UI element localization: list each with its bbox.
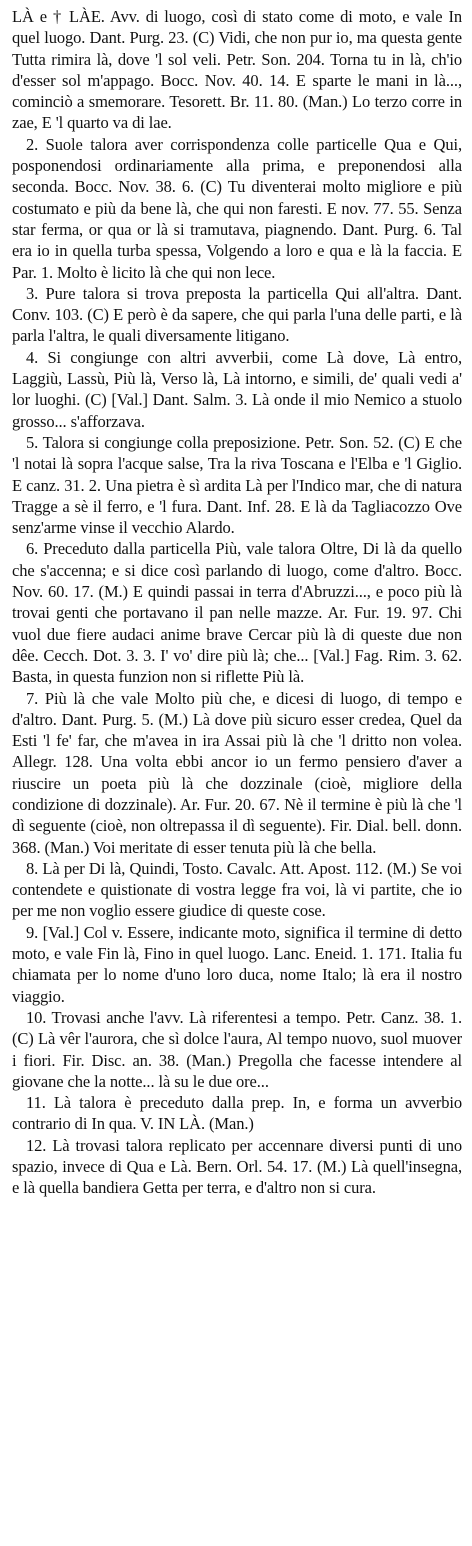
sense-2-paragraph: 2. Suole talora aver corrispondenza colle particelle Qua e Qui, posponendosi ordinariamente alla prima, e preponendosi alla seconda. Bocc. Nov. 38. 6. (C) Tu diventerai molto migliore e più costumato e più da bene là, che qui non faresti. E nov. 77. 55. Senza star ferma, or qua or là si tramutava, piagnendo. Dant. Purg. 6. Tal era io in quella turba spessa, Volgendo a loro e qua e là la faccia. E Par. 1. Molto è licito là che qui non lece. [12,134,462,282]
sense-10-paragraph: 10. Trovasi anche l'avv. Là riferentesi a tempo. Petr. Canz. 38. 1. (C) Là vêr l'aurora, che sì dolce l'aura, Al tempo nuovo, suol muover i fiori. Fir. Disc. an. 38. (Man.) Pregolla che facesse intendere al giovane che la notte... là su le due ore... [12,1007,462,1091]
entry-heading-paragraph: LÀ e † LÀE. Avv. di luogo, così di stato come di moto, e vale In quel luogo. Dant. Purg. 23. (C) Vidi, che non pur io, ma questa gente Tutta rimira là, dove 'l sol veli. Petr. Son. 204. Torna tu in là, ch'io d'esser sol m'appago. Bocc. Nov. 40. 14. E sparte le mani in là..., cominciò a smemorare. Tesorett. Br. 11. 80. (Man.) Lo terzo corre in zae, E 'l quarto va di lae. [12,7,462,133]
sense-9-paragraph: 9. [Val.] Col v. Essere, indicante moto, significa il termine di detto moto, e vale Fin là, Fino in quel luogo. Lanc. Eneid. 1. 171. Italia fu chiamata per lo nome d'uno loro duca, nome Italo; là era il nostro viaggio. [12,922,462,1006]
sense-11-paragraph: 11. Là talora è preceduto dalla prep. In, e forma un avverbio contrario di In qua. V. IN LÀ. (Man.) [12,1093,462,1134]
sense-3-paragraph: 3. Pure talora si trova preposta la particella Qui all'altra. Dant. Conv. 103. (C) E però è da sapere, che qui parla l'una delle parti, e là parla l'altra, le quali diversamente litigano. [12,283,462,346]
sense-4-paragraph: 4. Si congiunge con altri avverbii, come Là dove, Là entro, Laggiù, Lassù, Più là, Verso là, Là intorno, e simili, de' quali vedi a' lor luoghi. (C) [Val.] Dant. Salm. 3. Là onde il mio Nemico a stuolo grosso... s'afforzava. [12,347,462,431]
sense-8-paragraph: 8. Là per Di là, Quindi, Tosto. Cavalc. Att. Apost. 112. (M.) Se voi contendete e quistionate di vostra legge fra voi, là vi partite, che io per me non voglio essere giudice di queste cose. [12,858,462,921]
sense-7-paragraph: 7. Più là che vale Molto più che, e dicesi di luogo, di tempo e d'altro. Dant. Purg. 5. (M.) Là dove più sicuro esser credea, Quel da Esti 'l fe' far, che m'avea in ira Assai più là che 'l dritto non volea. Allegr. 128. Una volta ebbi ancor io un fermo pensiero d'aver a riuscire un poeta più là che dozzinale (cioè, migliore della condizione di dozzinale). Ar. Fur. 20. 67. Nè il termine è più là che 'l dì seguente (cioè, non oltrepassa il dì seguente). Fir. Dial. bell. donn. 368. (Man.) Voi meritate di esser tenuta più là che bella. [12,688,462,857]
sense-5-paragraph: 5. Talora si congiunge colla preposizione. Petr. Son. 52. (C) E che 'l notai là sopra l'acque salse, Tra la riva Toscana e l'Elba e 'l Giglio. E canz. 31. 2. Una pietra è sì ardita Là per l'Indico mar, che di natura Tragge a sè il ferro, e 'l fura. Dant. Inf. 28. E là da Tagliacozzo Ove senz'arme vinse il vecchio Alardo. [12,432,462,538]
sense-12-paragraph: 12. Là trovasi talora replicato per accennare diversi punti di uno spazio, invece di Qua e Là. Bern. Orl. 54. 17. (M.) Là quell'insegna, e là quella bandiera Getta per terra, e d'altro non si cura. [12,1135,462,1198]
sense-6-paragraph: 6. Preceduto dalla particella Più, vale talora Oltre, Di là da quello che s'accenna; e si dice così parlando di luogo, come d'altro. Bocc. Nov. 60. 17. (M.) E quindi passai in terra d'Abruzzi..., e poco più là trovai genti che portavano il pan nelle mazze. Ar. Fur. 19. 97. Chi vuol due fiere audaci anime brave Cercar più là di queste due non dêe. Cecch. Dot. 3. 3. I' vo' dire più là; che... [Val.] Fag. Rim. 3. 62. Basta, in questa funzion non si riflette Più là. [12,539,462,687]
